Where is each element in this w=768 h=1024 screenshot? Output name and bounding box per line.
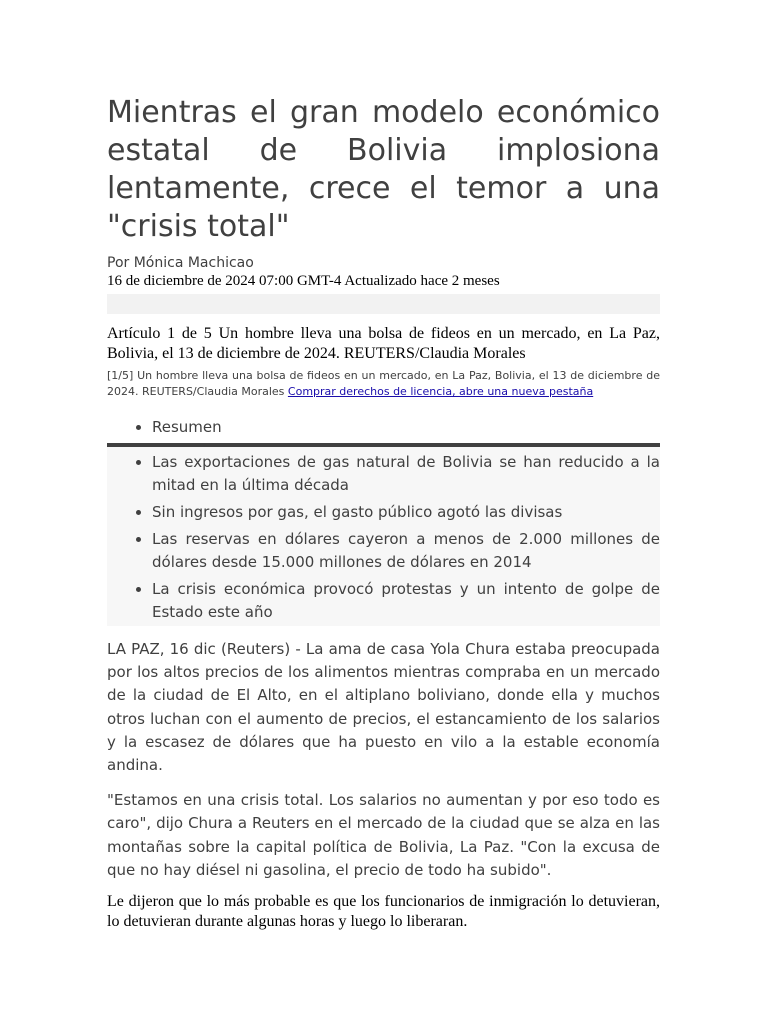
summary-list bbox=[107, 447, 660, 626]
license-link[interactable]: Comprar derechos de licencia, abre una nueva pestaña bbox=[287, 385, 594, 398]
summary-header bbox=[107, 416, 660, 447]
image-placeholder bbox=[107, 294, 660, 314]
caption-text: [1/5] Un hombre lleva una bolsa de fideos en un mercado, en La Paz, Bolivia, el 13 de diciembre de 2024. REUTERS/Claudia Morales bbox=[107, 369, 660, 398]
summary-box bbox=[107, 416, 660, 626]
dateline: 16 de diciembre de 2024 07:00 GMT-4 Actualizado hace 2 meses bbox=[107, 273, 500, 289]
summary-item: • Las reservas en dólares cayeron a menos de 2.000 millones de dólares desde 15.000 millones de dólares en 2014 bbox=[152, 528, 660, 574]
headline: Mientras el gran modelo económico estatal de Bolivia implosiona lentamente, crece el temor a una "crisis total" bbox=[107, 95, 660, 244]
byline: Por Mónica Machicao bbox=[107, 255, 254, 271]
body-paragraph: LA PAZ, 16 dic (Reuters) - La ama de casa Yola Chura estaba preocupada por los altos precios de los alimentos mientras compraba en un mercado de la ciudad de El Alto, en el altiplano boliviano, donde ella y muchos otros luchan con el aumento de precios, el estancamiento de los salarios y la escasez de dólares que ha puesto en vilo a la estable economía andina. bbox=[107, 640, 660, 775]
image-caption bbox=[107, 368, 660, 400]
body-paragraph: "Estamos en una crisis total. Los salarios no aumentan y por eso todo es caro", dijo Chura a Reuters en el mercado de la ciudad que se alza en las montañas sobre la capital política de Bolivia, La Paz. "Con la excusa de que no hay diésel ni gasolina, el precio de todo ha subido". bbox=[107, 791, 660, 879]
summary-item: • Las exportaciones de gas natural de Bolivia se han reducido a la mitad en la última década bbox=[152, 451, 660, 497]
article bbox=[107, 94, 660, 932]
image-alt-text: Artículo 1 de 5 Un hombre lleva una bolsa de fideos en un mercado, en La Paz, Bolivia, el 13 de diciembre de 2024. REUTERS/Claudia Morales bbox=[107, 325, 660, 362]
summary-item: • Sin ingresos por gas, el gasto público agotó las divisas bbox=[152, 501, 660, 524]
summary-item: • La crisis económica provocó protestas y un intento de golpe de Estado este año bbox=[152, 578, 660, 624]
summary-title: • Resumen bbox=[152, 416, 660, 441]
body-paragraph-final: Le dijeron que lo más probable es que los funcionarios de inmigración lo detuvieran, lo detuvieran durante algunas horas y luego lo liberaran. bbox=[107, 893, 660, 931]
